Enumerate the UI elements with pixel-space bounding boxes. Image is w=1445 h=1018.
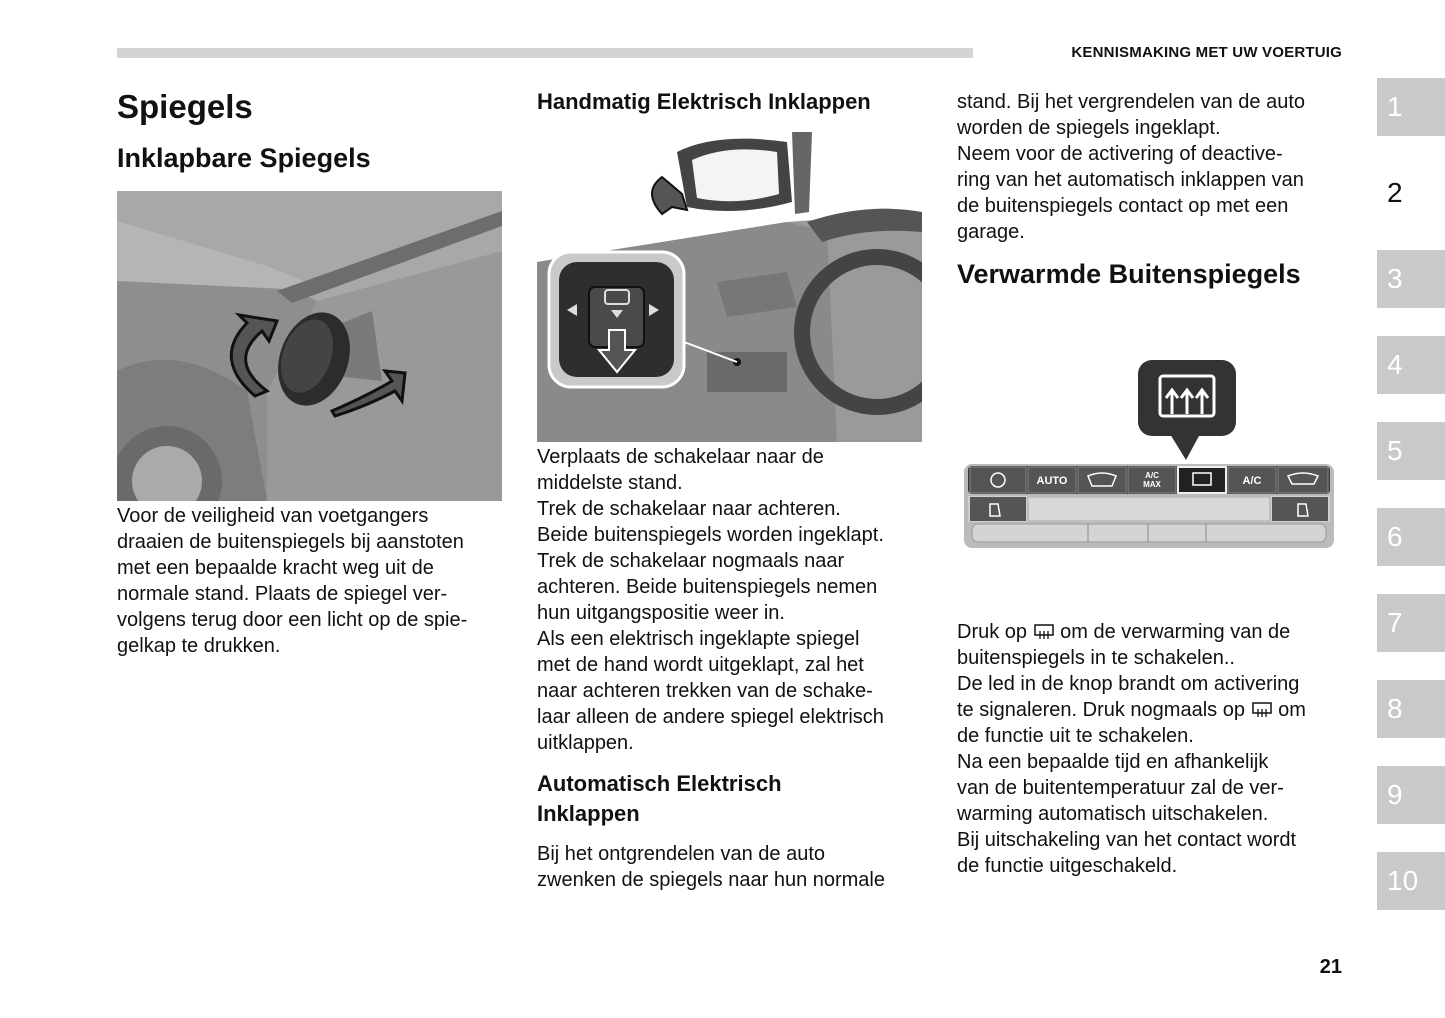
page-number: 21: [1319, 956, 1342, 978]
paragraph-handmatig: Verplaats de schakelaar naar de middelste stand. Trek de schakelaar naar achteren. Beide buitenspiegels worden ingeklapt. Trek de schakelaar nogmaals naar achteren. Beide buitenspiegels nemen hun uitgangspositie weer in. Als een elektrisch ingeklapte spiegel met de hand wordt uitgeklapt, zal het naar achteren trekken van de schake- laar alleen de andere spiegel elektrisch uitklappen.: [537, 446, 884, 754]
folding-mirror-image: [117, 191, 502, 501]
heading-verwarmde: Verwarmde Buitenspiegels: [957, 259, 1301, 289]
chapter-tab-3[interactable]: 3: [1377, 250, 1445, 308]
page-title: Spiegels: [117, 88, 253, 125]
section-title-inklapbare: Inklapbare Spiegels: [117, 143, 371, 173]
mirror-switch-image: [537, 132, 922, 442]
paragraph-inklapbare: Voor de veiligheid van voetgangers draaien de buitenspiegels bij aanstoten met een bepaalde kracht weg uit de normale stand. Plaats de spiegel ver- volgens terug door een licht op de spie- gelkap te drukken.: [117, 505, 468, 657]
panel-ac-label: A/C: [1242, 475, 1262, 487]
chapter-tab-5[interactable]: 5: [1377, 422, 1445, 480]
climate-panel-image: [960, 356, 1338, 552]
chapter-tab-9[interactable]: 9: [1377, 766, 1445, 824]
mirror-heating-icon: [1251, 701, 1273, 719]
chapter-tab-7[interactable]: 7: [1377, 594, 1445, 652]
panel-ac-max-line1: A/C: [1145, 471, 1159, 480]
heading-automatisch: Automatisch Elektrisch Inklappen: [537, 771, 782, 826]
panel-ac-max-line2: MAX: [1143, 480, 1161, 489]
chapter-title: KENNISMAKING MET UW VOERTUIG: [1071, 44, 1342, 61]
chapter-tab-1[interactable]: 1: [1377, 78, 1445, 136]
chapter-tab-4[interactable]: 4: [1377, 336, 1445, 394]
mirror-heating-icon: [1033, 623, 1055, 641]
header-rule: [117, 48, 973, 58]
paragraph-verwarmde: Druk op om de verwarming van de buitenspiegels in te schakelen.. De led in de knop brandt om activering te signaleren. Druk nogmaals op om de functie uit te schakelen. Na een bepaalde tijd en afhankelijk van de buitentemperatuur zal de ver- warming automatisch uitschakelen. Bij uitschakeling van het contact wordt de functie uitgeschakeld.: [957, 621, 1306, 877]
panel-auto-label: AUTO: [1036, 475, 1068, 487]
chapter-tab-6[interactable]: 6: [1377, 508, 1445, 566]
heading-handmatig: Handmatig Elektrisch Inklappen: [537, 89, 871, 114]
chapter-tab-2[interactable]: 2: [1377, 164, 1445, 222]
paragraph-automatisch-continued: stand. Bij het vergrendelen van de auto worden de spiegels ingeklapt. Neem voor de activering of deactive- ring van het automatisch inklappen van de buitenspiegels contact op met een garage.: [957, 91, 1306, 243]
chapter-tab-8[interactable]: 8: [1377, 680, 1445, 738]
paragraph-automatisch: Bij het ontgrendelen van de auto zwenken de spiegels naar hun normale: [537, 843, 885, 891]
chapter-tab-10[interactable]: 10: [1377, 852, 1445, 910]
